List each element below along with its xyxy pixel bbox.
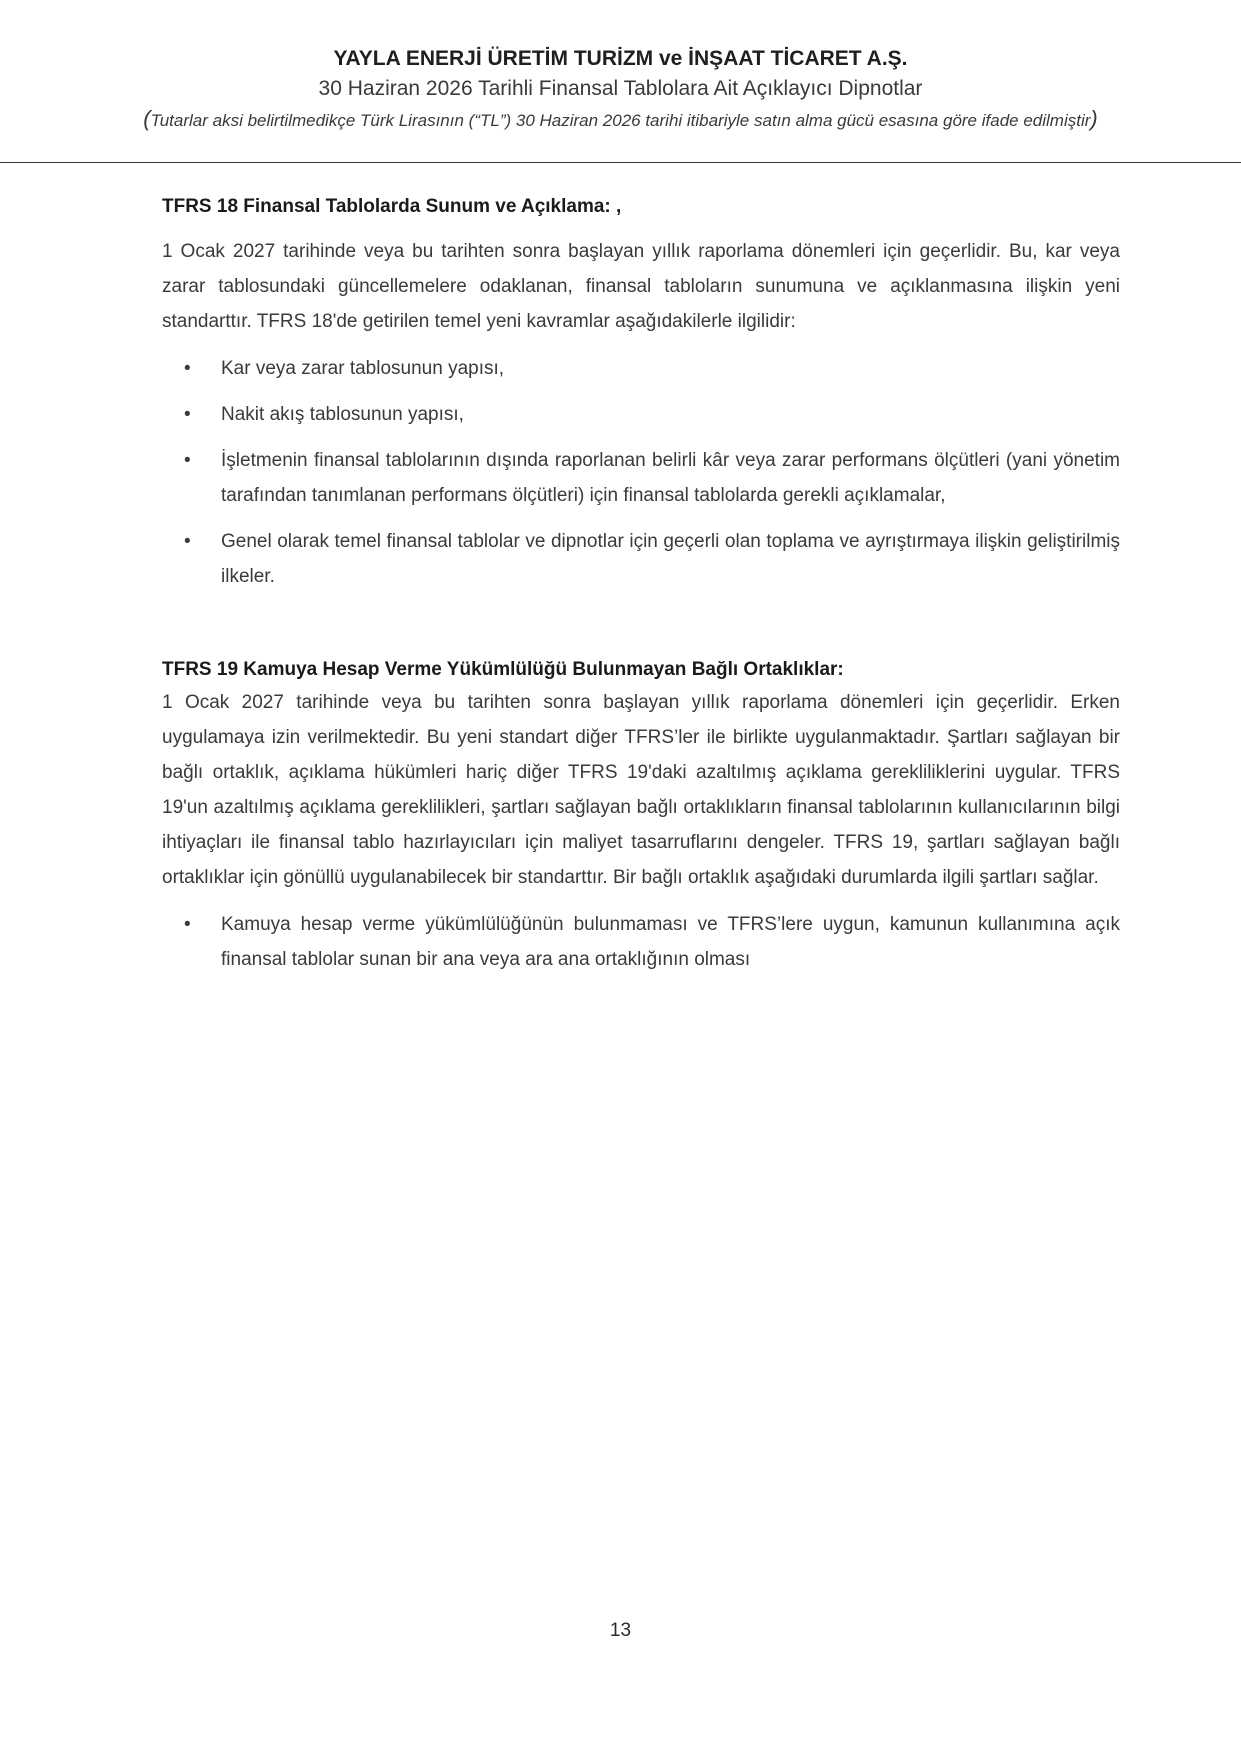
section-tfrs18 [162,192,1120,594]
company-name: YAYLA ENERJİ ÜRETİM TURİZM ve İNŞAAT TİCARET A.Ş. [333,47,908,70]
header-divider [0,162,1241,163]
bullet-icon: • [184,914,191,935]
list-item [162,907,1120,977]
page-content [162,192,1120,977]
note-open-paren: ( [143,106,151,131]
bullet-list [162,907,1120,977]
bullet-icon: • [184,404,191,425]
list-item [162,443,1120,513]
document-subtitle: 30 Haziran 2026 Tarihli Finansal Tablolara Ait Açıklayıcı Dipnotlar [318,77,923,100]
section-tfrs19 [162,655,1120,977]
note-close-paren: ) [1090,106,1098,131]
section-heading: TFRS 19 Kamuya Hesap Verme Yükümlülüğü Bulunmayan Bağlı Ortaklıklar: [162,659,844,680]
bullet-icon: • [184,531,191,552]
section-paragraph: 1 Ocak 2027 tarihinde veya bu tarihten sonra başlayan yıllık raporlama dönemleri için geçerlidir. Bu, kar veya zarar tablosundaki güncellemelere odaklanan, finansal tabloların sunumuna ve açıklanmasına ilişkin yeni standarttır. TFRS 18'de getirilen temel yeni kavramlar aşağıdakilerle ilgilidir: [162,241,1120,332]
list-item [162,524,1120,594]
page-number: 13 [609,1620,632,1641]
list-item-text: İşletmenin finansal tablolarının dışında raporlanan belirli kâr veya zarar performans ölçütleri (yani yönetim tarafından tanımlanan performans ölçütleri) için finansal tablolarda gerekli açıklamalar, [221,450,1120,506]
list-item-text: Genel olarak temel finansal tablolar ve dipnotlar için geçerli olan toplama ve ayrıştırmaya ilişkin geliştirilmiş ilkeler. [221,531,1120,587]
list-item-text: Nakit akış tablosunun yapısı, [221,404,464,425]
bullet-list [162,351,1120,594]
note-text: Tutarlar aksi belirtilmedikçe Türk Lirasının (“TL”) 30 Haziran 2026 tarihi itibariyle satın alma gücü esasına göre ifade edilmiştir [150,111,1091,130]
section-heading: TFRS 18 Finansal Tablolarda Sunum ve Açıklama: , [162,196,622,217]
currency-note [0,104,1241,136]
bullet-icon: • [184,358,191,379]
list-item-text: Kar veya zarar tablosunun yapısı, [221,358,505,379]
bullet-icon: • [184,450,191,471]
page-header [0,44,1241,136]
list-item-text: Kamuya hesap verme yükümlülüğünün bulunmaması ve TFRS’lere uygun, kamunun kullanımına açık finansal tablolar sunan bir ana veya ara ana ortaklığının olması [221,914,1120,970]
section-paragraph: 1 Ocak 2027 tarihinde veya bu tarihten sonra başlayan yıllık raporlama dönemleri için geçerlidir. Erken uygulamaya izin verilmektedir. Bu yeni standart diğer TFRS’ler ile birlikte uygulanmaktadır. Şartları sağlayan bir bağlı ortaklık, açıklama hükümleri hariç diğer TFRS 19'daki azaltılmış açıklama gerekliliklerini uygular. TFRS 19'un azaltılmış açıklama gereklilikleri, şartları sağlayan bağlı ortaklıkların finansal tablolarının kullanıcılarının bilgi ihtiyaçları ile finansal tablo hazırlayıcıları için maliyet tasarruflarını dengeler. TFRS 19, şartları sağlayan bağlı ortaklıklar için gönüllü uygulanabilecek bir standarttır. Bir bağlı ortaklık aşağıdaki durumlarda ilgili şartları sağlar. [162,692,1120,888]
list-item [162,351,1120,386]
list-item [162,397,1120,432]
